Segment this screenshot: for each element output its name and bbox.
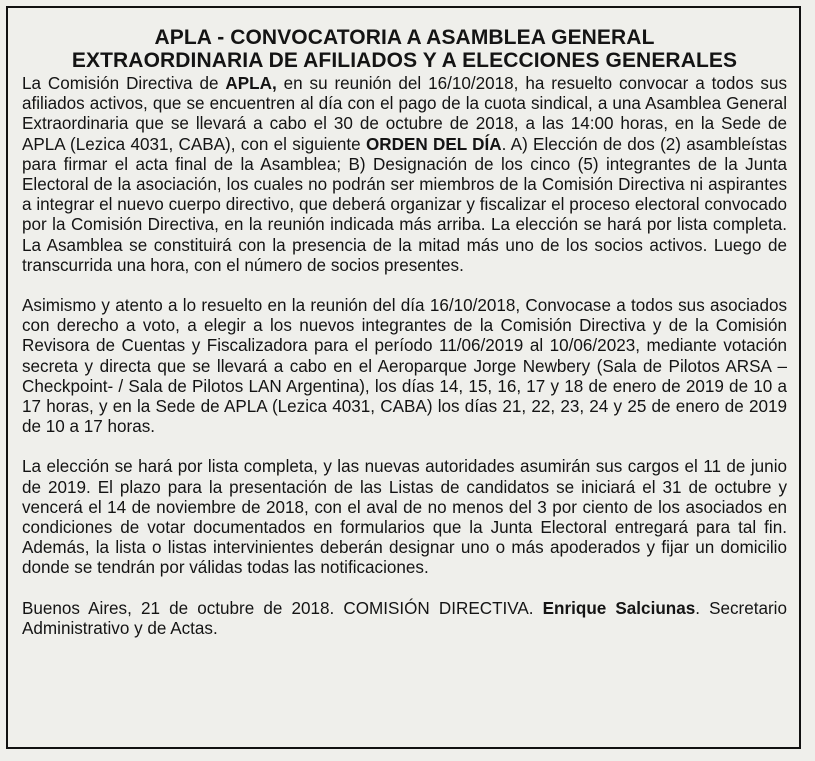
p1-text-2: en su reunión del 16/10/2018, ha resuelto convocar a todos sus afiliados activos, que se encuentren al día con el pago de la cuota sindical, a una Asamblea General Extraordinaria que se llevará a cabo el 30 de octubre de 2018, a las 14:00 horas, en la Sede de APLA (Lezica 4031, CABA), con el siguiente [22,74,787,154]
p1-text-1: La Comisión Directiva de [22,74,226,93]
notice-box [6,6,801,749]
p4-text-2: . Secretario Administrativo y de Actas. [22,598,787,638]
p1-orden-del-dia-bold: ORDEN DEL DÍA [365,134,502,154]
p1-text-3: . A) Elección de dos (2) asambleístas para firmar el acta final de la Asamblea; B) Designación de los cinco (5) integrantes de la Junta Electoral de la asociación, los cuales no podrán ser miembros de la Comisión Directiva ni aspirantes a integrar el nuevo cuerpo directivo, que deberá organizar y fiscalizar el proceso electoral convocado por la Comisión Directiva, en la reunión indicada más arriba. La elección se hará por lista completa. La Asamblea se constituirá con la presencia de la mitad más uno de los socios activos. Luego de transcurrida una hora, con el número de socios presentes. [22,134,787,275]
signatory-name: Enrique Salciunas [542,598,696,618]
paragraph-firma [22,599,787,639]
paragraph-elecciones: Asimismo y atento a lo resuelto en la reunión del día 16/10/2018, Convocase a todos sus asociados con derecho a voto, a elegir a los nuevos integrantes de la Comisión Directiva y de la Comisión Revisora de Cuentas y Fiscalizadora para el período 11/06/2019 al 10/06/2023, mediante votación secreta y directa que se llevará a cabo en el Aeroparque Jorge Newbery (Sala de Pilotos ARSA – Checkpoint- / Sala de Pilotos LAN Argentina), los días 14, 15, 16, 17 y 18 de enero de 2019 de 10 a 17 horas, y en la Sede de APLA (Lezica 4031, CABA) los días 21, 22, 23, 24 y 25 de enero de 2019 de 10 a 17 horas. [22,296,787,437]
p4-text-1: Buenos Aires, 21 de octubre de 2018. COMISIÓN DIRECTIVA. [22,598,543,618]
p1-apla-bold: APLA, [225,74,277,93]
title-line-2: EXTRAORDINARIA DE AFILIADOS Y A ELECCIONES GENERALES [71,49,738,72]
notice-title [22,26,787,72]
paragraph-listas: La elección se hará por lista completa, y las nuevas autoridades asumirán sus cargos el 11 de junio de 2019. El plazo para la presentación de las Listas de candidatos se iniciará el 31 de octubre y vencerá el 14 de noviembre de 2018, con el aval de no menos del 3 por ciento de los asociados en condiciones de votar documentados en formularios que la Junta Electoral entregará para tal fin. Además, la lista o listas intervinientes deberán designar uno o más apoderados y fijar un domicilio donde se tendrán por válidas todas las notificaciones. [22,457,787,578]
title-line-1: APLA - CONVOCATORIA A ASAMBLEA GENERAL [154,26,655,49]
paragraph-asamblea [22,74,787,276]
